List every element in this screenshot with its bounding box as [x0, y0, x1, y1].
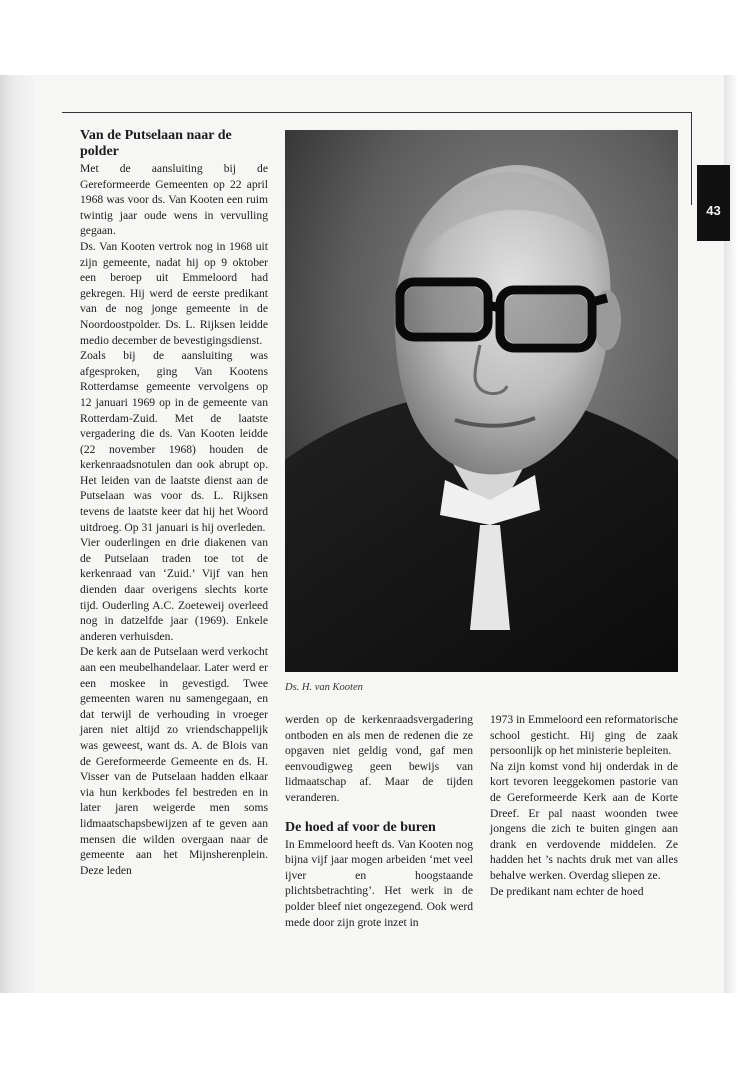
photo-caption: Ds. H. van Kooten	[285, 682, 363, 693]
paragraph: De predikant nam echter de hoed	[490, 884, 644, 898]
right-rule-line	[691, 112, 692, 205]
paragraph: De kerk aan de Putselaan werd verkocht aan een meubelhandelaar. Later werd er een moskee in gevestigd. Twee gemeenten waren nu samengegaan, en dat terwijl de verhouding in vroeger jaren niet altijd zo vriendschappelijk was geweest, want ds. A. de Blois van de Gereformeerde Gemeente en ds. H. Visser van de Putselaan hadden elkaar via hun kerkbodes fel bestreden en in later jaren weigerde men soms lidmaatschapsbewijzen af te geven aan mensen die wilden overgaan naar de gemeente aan het Mijnsherenplein. Deze leden	[80, 645, 268, 877]
text-column-1	[80, 128, 268, 878]
scan-left-margin	[0, 75, 34, 993]
paragraph: In Emmeloord heeft ds. Van Kooten nog bijna vijf jaar mogen arbeiden ‘met veel ijver en hoogstaande plichtsbetrachting’. Het werk in de polder bleef niet ongezegend. Ook werd mede door zijn grote inzet in	[285, 837, 473, 929]
top-rule-line	[62, 112, 692, 113]
paragraph: Met de aansluiting bij de Gereformeerde Gemeenten op 22 april 1968 was voor ds. Van Kooten een ruim twintig jaar oude wens in vervulling gegaan.	[80, 162, 268, 238]
section-heading: Van de Putselaan naar de polder	[80, 128, 232, 159]
portrait-photo	[285, 130, 678, 672]
text-column-3	[490, 712, 678, 899]
paragraph: Zoals bij de aansluiting was afgesproken, ging Van Kootens Rotterdamse gemeente vervolgens op 12 januari 1969 op in de gemeente van Rotterdam-Zuid. Met de laatste vergadering die ds. Van Kooten leidde (22 november 1968) houden de kerkenraadsnotulen dan ook abrupt op. Het leiden van de laatste dienst aan de Putselaan was voor ds. L. Rijksen tevens de laatste keer dat hij het Woord uitdroeg. Op 31 januari is hij overleden.	[80, 349, 268, 534]
text-column-2	[285, 712, 473, 930]
paragraph: Ds. Van Kooten vertrok nog in 1968 uit zijn gemeente, nadat hij op 9 oktober een beroep uit Emmeloord had gekregen. Hij werd de eerste predikant van de nog jonge gemeente in de Noordoostpolder. Ds. L. Rijksen leidde medio december de bevestigingsdienst.	[80, 239, 268, 347]
paragraph: Na zijn komst vond hij onderdak in de kort tevoren leeggekomen pastorie van de Gereformeerde Kerk aan de Korte Dreef. Er pal naast woonden twee jongens die zich te buiten gingen aan drank en verdovende middelen. Ze hadden het ’s nachts druk met van alles behalve werken. Overdag sliepen ze.	[490, 759, 678, 882]
portrait-illustration	[285, 130, 678, 672]
page-number: 43	[706, 203, 721, 218]
paragraph: Vier ouderlingen en drie diakenen van de Putselaan traden toe tot de kerkenraad van ‘Zuid.’ Vijf van hen dienden daar overigens slechts korte tijd. Ouderling A.C. Zoeteweij overleed nog in datzelfde jaar (1969). Enkele anderen verhuisden.	[80, 536, 268, 643]
paragraph: 1973 in Emmeloord een reformatorische school gesticht. Hij ging de zaak persoonlijk op het ministerie bepleiten.	[490, 713, 679, 758]
section-heading: De hoed af voor de buren	[285, 819, 436, 835]
paragraph: werden op de kerkenraadsvergadering ontboden en als men de redenen die ze opgaven niet geldig vond, gaf men eenvoudigweg geen bewijs van lidmaatschap af. Maar de tijden veranderen.	[285, 713, 473, 804]
